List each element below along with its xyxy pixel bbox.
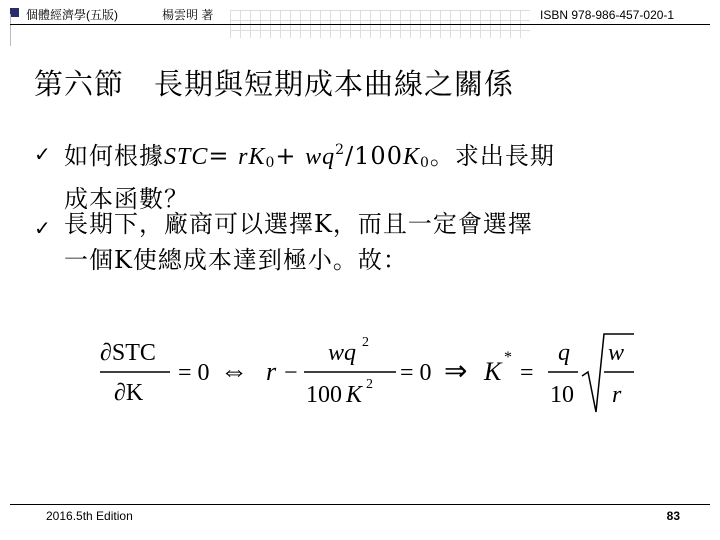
- svg-text:K: K: [346, 382, 363, 408]
- implies-arrow: ⇒: [444, 356, 468, 387]
- q-numerator: q: [558, 340, 570, 366]
- equals-zero-2: = 0: [400, 360, 432, 386]
- author: 楊雲明 著: [162, 8, 214, 22]
- optimality-formula: [100, 330, 640, 420]
- r-denominator: r: [612, 382, 622, 408]
- checkmark-icon: ✓: [34, 216, 51, 240]
- hundred-k2-denominator: 100: [306, 382, 342, 408]
- isbn: ISBN 978-986-457-020-1: [540, 8, 675, 22]
- bullet-1-line2: 成本函數？: [64, 185, 189, 213]
- svg-text:2: 2: [362, 335, 369, 350]
- book-title: 個體經濟學(五版): [26, 8, 118, 22]
- r-variable: r: [266, 357, 277, 386]
- svg-text:*: *: [504, 349, 512, 366]
- dstc-numerator: ∂STC: [100, 340, 156, 366]
- k-star: K: [484, 357, 502, 386]
- wq-numerator: wq: [328, 340, 357, 366]
- footer-line: [10, 504, 710, 505]
- minus-sign: −: [284, 360, 298, 386]
- checkmark-icon: ✓: [34, 142, 51, 166]
- equals-zero-1: = 0: [178, 360, 210, 386]
- bullet-1: 如何根據$STC= rK_0+ wq^2/100K_0$。求出長期 成本函數？: [64, 142, 555, 213]
- edition-label: 2016.5th Edition: [46, 509, 133, 523]
- header-line: [10, 24, 710, 25]
- dk-denominator: ∂K: [114, 380, 144, 406]
- bullet-2: 長期下，廠商可以選擇K，而且一定會選擇 一個K使總成本達到極小。故：: [64, 210, 533, 274]
- slide-title: 第六節 長期與短期成本曲線之關係: [34, 67, 515, 101]
- w-numerator: w: [608, 340, 625, 366]
- svg-text:2: 2: [366, 377, 373, 392]
- left-rule: [10, 14, 23, 46]
- iff-arrow: ⇔: [220, 356, 248, 387]
- page-number: 83: [666, 509, 680, 523]
- equals-sign: =: [520, 360, 534, 386]
- ten-denominator: 10: [550, 382, 574, 408]
